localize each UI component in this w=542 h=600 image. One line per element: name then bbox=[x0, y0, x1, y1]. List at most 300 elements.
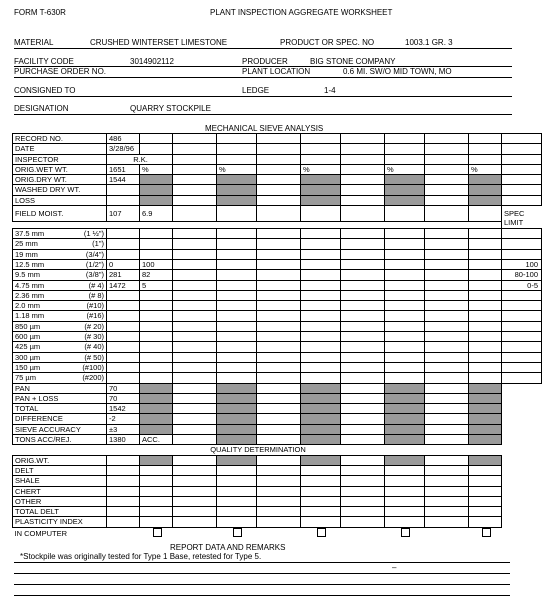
in-computer-checkbox[interactable] bbox=[482, 528, 491, 537]
grid-cell bbox=[140, 476, 173, 486]
grid-cell bbox=[257, 144, 301, 154]
grid-cell bbox=[173, 311, 217, 321]
in-computer-row bbox=[13, 527, 542, 539]
remarks-line-3 bbox=[14, 584, 510, 585]
grid-cell bbox=[502, 496, 542, 506]
sieve-percent bbox=[140, 362, 173, 372]
grid-cell bbox=[173, 144, 217, 154]
grid-cell bbox=[140, 221, 173, 229]
sieve-row bbox=[13, 270, 542, 280]
sieve-metric: 150 µm bbox=[15, 362, 41, 372]
grid-cell bbox=[140, 144, 173, 154]
sieve-size bbox=[13, 342, 107, 352]
grid-cell bbox=[469, 185, 502, 195]
grid-cell bbox=[469, 486, 502, 496]
grid-cell bbox=[217, 352, 257, 362]
grid-cell bbox=[301, 507, 341, 517]
material-value: CRUSHED WINTERSET LIMESTONE bbox=[90, 38, 228, 47]
grid-cell bbox=[301, 239, 341, 249]
grid-cell bbox=[173, 362, 217, 372]
grid-cell bbox=[469, 332, 502, 342]
grid-cell bbox=[173, 206, 217, 221]
grid-cell bbox=[301, 144, 341, 154]
grid-cell bbox=[425, 352, 469, 362]
grid-cell bbox=[257, 496, 301, 506]
field-moist-percent: 6.9 bbox=[140, 206, 173, 221]
grid-cell bbox=[301, 383, 341, 393]
grid-cell bbox=[341, 527, 385, 539]
grid-cell bbox=[301, 424, 341, 434]
material-underline bbox=[14, 48, 512, 49]
grid-cell bbox=[341, 404, 385, 414]
grid-cell bbox=[385, 175, 425, 185]
sieve-row bbox=[13, 290, 542, 300]
grid-cell bbox=[301, 517, 341, 527]
summary-value: 70 bbox=[107, 393, 140, 403]
sieve-spec: 100 bbox=[502, 259, 542, 269]
grid-cell bbox=[217, 259, 257, 269]
grid-cell bbox=[469, 517, 502, 527]
grid-cell bbox=[341, 486, 385, 496]
grid-cell bbox=[425, 486, 469, 496]
purchase-underline bbox=[14, 77, 512, 78]
grid-cell bbox=[469, 455, 502, 465]
info-label: DATE bbox=[13, 144, 107, 154]
grid-cell bbox=[107, 221, 140, 229]
grid-cell bbox=[301, 455, 341, 465]
grid-cell bbox=[140, 134, 173, 144]
sieve-metric: 300 µm bbox=[15, 352, 41, 362]
ledge-label: LEDGE bbox=[242, 86, 270, 95]
grid-cell bbox=[140, 175, 173, 185]
sieve-analysis-title: MECHANICAL SIEVE ANALYSIS bbox=[205, 124, 324, 133]
grid-cell bbox=[469, 496, 502, 506]
grid-cell bbox=[173, 435, 217, 445]
grid-cell bbox=[341, 455, 385, 465]
grid-cell bbox=[425, 164, 469, 174]
grid-cell bbox=[341, 164, 385, 174]
grid-cell bbox=[425, 414, 469, 424]
in-computer-checkbox[interactable] bbox=[153, 528, 162, 537]
sieve-metric: 12.5 mm bbox=[15, 259, 45, 269]
grid-cell bbox=[217, 383, 257, 393]
sieve-size bbox=[13, 301, 107, 311]
grid-cell bbox=[301, 185, 341, 195]
sieve-us: (1/2") bbox=[85, 259, 104, 269]
grid-cell bbox=[140, 486, 173, 496]
grid-cell bbox=[217, 144, 257, 154]
sieve-retained bbox=[107, 352, 140, 362]
grid-cell bbox=[173, 249, 217, 259]
sieve-percent: 82 bbox=[140, 270, 173, 280]
grid-cell bbox=[341, 301, 385, 311]
grid-cell bbox=[469, 221, 502, 229]
grid-cell bbox=[173, 352, 217, 362]
plant-location-label: PLANT LOCATION bbox=[242, 67, 311, 76]
grid-cell bbox=[13, 221, 107, 229]
grid-cell bbox=[425, 455, 469, 465]
grid-cell bbox=[173, 280, 217, 290]
grid-cell bbox=[217, 486, 257, 496]
sieve-row bbox=[13, 373, 542, 383]
grid-cell bbox=[301, 229, 341, 239]
quality-row bbox=[13, 496, 542, 506]
grid-cell bbox=[385, 424, 425, 434]
product-label: PRODUCT OR SPEC. NO bbox=[280, 38, 375, 47]
sieve-retained bbox=[107, 321, 140, 331]
grid-cell bbox=[469, 362, 502, 372]
quality-label: CHERT bbox=[13, 486, 107, 496]
spec-limit-header: SPEC LIMIT bbox=[502, 206, 542, 229]
grid-cell bbox=[257, 185, 301, 195]
facility-label: FACILITY CODE bbox=[14, 57, 74, 66]
grid-cell bbox=[469, 383, 502, 393]
grid-cell bbox=[301, 134, 341, 144]
grid-cell bbox=[425, 249, 469, 259]
remarks-line-2 bbox=[14, 573, 510, 574]
grid-cell bbox=[469, 527, 502, 539]
grid-cell bbox=[341, 496, 385, 506]
grid-cell bbox=[173, 465, 217, 475]
sieve-retained bbox=[107, 332, 140, 342]
grid-cell bbox=[502, 445, 542, 455]
sieve-us: (1") bbox=[92, 239, 104, 249]
loss-label: LOSS bbox=[13, 195, 107, 205]
grid-cell bbox=[257, 321, 301, 331]
grid-cell bbox=[502, 164, 542, 174]
grid-cell bbox=[217, 373, 257, 383]
grid-cell bbox=[107, 195, 140, 205]
sieve-size bbox=[13, 321, 107, 331]
form-number: FORM T-630R bbox=[14, 8, 66, 17]
sieve-retained: 281 bbox=[107, 270, 140, 280]
grid-cell bbox=[301, 195, 341, 205]
grid-cell bbox=[257, 270, 301, 280]
grid-cell bbox=[502, 527, 542, 539]
grid-cell bbox=[257, 404, 301, 414]
grid-cell bbox=[173, 229, 217, 239]
summary-row bbox=[13, 424, 542, 434]
grid-cell bbox=[257, 414, 301, 424]
quality-label: TOTAL DELT bbox=[13, 507, 107, 517]
orig-wet-row bbox=[13, 164, 542, 174]
grid-cell bbox=[502, 414, 542, 424]
sieve-row bbox=[13, 342, 542, 352]
sieve-spec bbox=[502, 332, 542, 342]
grid-cell bbox=[425, 185, 469, 195]
grid-cell bbox=[341, 221, 385, 229]
grid-cell bbox=[140, 185, 173, 195]
grid-cell bbox=[425, 362, 469, 372]
grid-cell bbox=[173, 373, 217, 383]
grid-cell bbox=[341, 517, 385, 527]
grid-cell bbox=[385, 290, 425, 300]
grid-cell bbox=[502, 465, 542, 475]
sieve-us: (# 30) bbox=[84, 332, 104, 342]
grid-cell bbox=[173, 134, 217, 144]
quality-title-row bbox=[13, 445, 542, 455]
grid-cell bbox=[385, 373, 425, 383]
washed-row bbox=[13, 185, 542, 195]
grid-cell bbox=[502, 486, 542, 496]
sieve-spec: 80-100 bbox=[502, 270, 542, 280]
sieve-row bbox=[13, 280, 542, 290]
grid-cell bbox=[173, 476, 217, 486]
grid-cell bbox=[217, 134, 257, 144]
grid-cell bbox=[257, 517, 301, 527]
grid-cell bbox=[173, 321, 217, 331]
sieve-row bbox=[13, 311, 542, 321]
remarks-line-4 bbox=[14, 595, 510, 596]
grid-cell bbox=[341, 362, 385, 372]
grid-cell bbox=[173, 527, 217, 539]
grid-cell bbox=[107, 455, 140, 465]
grid-cell bbox=[502, 144, 542, 154]
field-moist-label: FIELD MOIST. bbox=[13, 206, 107, 221]
grid-cell bbox=[173, 332, 217, 342]
grid-cell bbox=[425, 321, 469, 331]
info-label: RECORD NO. bbox=[13, 134, 107, 144]
producer-value: BIG STONE COMPANY bbox=[310, 57, 396, 66]
grid-cell bbox=[301, 527, 341, 539]
grid-cell bbox=[301, 259, 341, 269]
grid-cell bbox=[107, 507, 140, 517]
grid-cell bbox=[301, 362, 341, 372]
grid-cell bbox=[385, 496, 425, 506]
grid-cell bbox=[140, 455, 173, 465]
sieve-size bbox=[13, 362, 107, 372]
sieve-size bbox=[13, 239, 107, 249]
grid-cell bbox=[301, 476, 341, 486]
grid-cell bbox=[217, 195, 257, 205]
sieve-percent bbox=[140, 342, 173, 352]
grid-cell bbox=[341, 239, 385, 249]
sieve-retained bbox=[107, 342, 140, 352]
grid-cell bbox=[502, 404, 542, 414]
in-computer-checkbox[interactable] bbox=[233, 528, 242, 537]
sieve-analysis-table bbox=[12, 133, 542, 539]
grid-cell bbox=[173, 496, 217, 506]
grid-cell bbox=[385, 206, 425, 221]
grid-cell bbox=[257, 301, 301, 311]
quality-label: SHALE bbox=[13, 476, 107, 486]
percent-header: % bbox=[385, 164, 425, 174]
grid-cell bbox=[469, 373, 502, 383]
grid-cell bbox=[217, 280, 257, 290]
grid-cell bbox=[301, 393, 341, 403]
grid-cell bbox=[385, 342, 425, 352]
grid-cell bbox=[217, 175, 257, 185]
summary-row bbox=[13, 383, 542, 393]
sieve-retained bbox=[107, 362, 140, 372]
grid-cell bbox=[469, 435, 502, 445]
grid-cell bbox=[469, 239, 502, 249]
summary-label: PAN + LOSS bbox=[13, 393, 107, 403]
grid-cell bbox=[469, 393, 502, 403]
grid-cell bbox=[173, 424, 217, 434]
facility-value: 3014902112 bbox=[130, 57, 174, 66]
grid-cell bbox=[173, 517, 217, 527]
sieve-size bbox=[13, 332, 107, 342]
sieve-us: (3/8") bbox=[85, 270, 104, 280]
grid-cell bbox=[107, 465, 140, 475]
info-row bbox=[13, 154, 542, 164]
grid-cell bbox=[173, 270, 217, 280]
summary-extra bbox=[140, 383, 173, 393]
grid-cell bbox=[341, 195, 385, 205]
product-value: 1003.1 GR. 3 bbox=[405, 38, 453, 47]
orig-wet-value: 1651 bbox=[107, 164, 140, 174]
grid-cell bbox=[469, 321, 502, 331]
grid-cell bbox=[257, 154, 301, 164]
grid-cell bbox=[502, 383, 542, 393]
info-value: R.K. bbox=[107, 154, 173, 164]
sieve-row bbox=[13, 239, 542, 249]
washed-label: WASHED DRY WT. bbox=[13, 185, 107, 195]
field-moist-value: 107 bbox=[107, 206, 140, 221]
grid-cell bbox=[385, 527, 425, 539]
quality-label: PLASTICITY INDEX bbox=[13, 517, 107, 527]
grid-cell bbox=[341, 476, 385, 486]
grid-cell bbox=[469, 352, 502, 362]
in-computer-checkbox[interactable] bbox=[401, 528, 410, 537]
grid-cell bbox=[425, 373, 469, 383]
grid-cell bbox=[217, 362, 257, 372]
grid-cell bbox=[385, 280, 425, 290]
grid-cell bbox=[502, 185, 542, 195]
grid-cell bbox=[257, 465, 301, 475]
sieve-spec bbox=[502, 290, 542, 300]
grid-cell bbox=[341, 321, 385, 331]
grid-cell bbox=[301, 280, 341, 290]
percent-header: % bbox=[301, 164, 341, 174]
remarks-dash: – bbox=[392, 563, 397, 572]
grid-cell bbox=[257, 486, 301, 496]
sieve-us: (#16) bbox=[86, 311, 104, 321]
sieve-spec: 0-5 bbox=[502, 280, 542, 290]
grid-cell bbox=[502, 517, 542, 527]
summary-label: DIFFERENCE bbox=[13, 414, 107, 424]
grid-cell bbox=[173, 290, 217, 300]
sieve-us: (1 ½") bbox=[83, 229, 104, 239]
sieve-retained: 0 bbox=[107, 259, 140, 269]
percent-header: % bbox=[140, 164, 173, 174]
grid-cell bbox=[385, 465, 425, 475]
grid-cell bbox=[385, 229, 425, 239]
grid-cell bbox=[173, 301, 217, 311]
grid-cell bbox=[301, 311, 341, 321]
grid-cell bbox=[257, 362, 301, 372]
grid-cell bbox=[173, 404, 217, 414]
grid-cell bbox=[385, 393, 425, 403]
grid-cell bbox=[341, 507, 385, 517]
grid-cell bbox=[385, 517, 425, 527]
info-value: 486 bbox=[107, 134, 140, 144]
sieve-percent: 100 bbox=[140, 259, 173, 269]
grid-cell bbox=[301, 290, 341, 300]
grid-cell bbox=[425, 476, 469, 486]
grid-cell bbox=[469, 195, 502, 205]
grid-cell bbox=[469, 507, 502, 517]
percent-header: % bbox=[469, 164, 502, 174]
summary-value: 70 bbox=[107, 383, 140, 393]
grid-cell bbox=[217, 154, 257, 164]
grid-cell bbox=[469, 342, 502, 352]
grid-cell bbox=[341, 373, 385, 383]
grid-cell bbox=[425, 154, 469, 164]
sieve-metric: 425 µm bbox=[15, 342, 41, 352]
grid-cell bbox=[257, 195, 301, 205]
grid-cell bbox=[257, 290, 301, 300]
grid-cell bbox=[257, 206, 301, 221]
sieve-metric: 37.5 mm bbox=[15, 229, 45, 239]
sieve-us: (# 20) bbox=[84, 321, 104, 331]
sieve-metric: 2.36 mm bbox=[15, 290, 45, 300]
grid-cell bbox=[217, 507, 257, 517]
grid-cell bbox=[217, 290, 257, 300]
quality-row bbox=[13, 465, 542, 475]
sieve-percent bbox=[140, 229, 173, 239]
grid-cell bbox=[217, 301, 257, 311]
grid-cell bbox=[425, 134, 469, 144]
sieve-percent bbox=[140, 373, 173, 383]
grid-cell bbox=[173, 221, 217, 229]
grid-cell bbox=[301, 332, 341, 342]
info-row bbox=[13, 144, 542, 154]
grid-cell bbox=[425, 383, 469, 393]
grid-cell bbox=[257, 476, 301, 486]
grid-cell bbox=[301, 221, 341, 229]
grid-cell bbox=[341, 290, 385, 300]
grid-cell bbox=[107, 517, 140, 527]
sieve-metric: 19 mm bbox=[15, 249, 38, 259]
grid-cell bbox=[257, 383, 301, 393]
grid-cell bbox=[502, 175, 542, 185]
grid-cell bbox=[301, 342, 341, 352]
sieve-retained: 1472 bbox=[107, 280, 140, 290]
grid-cell bbox=[425, 195, 469, 205]
in-computer-checkbox[interactable] bbox=[317, 528, 326, 537]
summary-value: 1380 bbox=[107, 435, 140, 445]
sieve-us: (# 8) bbox=[88, 290, 104, 300]
grid-cell bbox=[425, 144, 469, 154]
grid-cell bbox=[217, 435, 257, 445]
grid-cell bbox=[217, 465, 257, 475]
sieve-metric: 9.5 mm bbox=[15, 270, 41, 280]
grid-cell bbox=[385, 185, 425, 195]
grid-cell bbox=[425, 424, 469, 434]
summary-value: ±3 bbox=[107, 424, 140, 434]
grid-cell bbox=[341, 435, 385, 445]
grid-cell bbox=[341, 311, 385, 321]
grid-cell bbox=[257, 280, 301, 290]
info-value: 3/28/96 bbox=[107, 144, 140, 154]
grid-cell bbox=[217, 270, 257, 280]
grid-cell bbox=[385, 404, 425, 414]
grid-cell bbox=[217, 517, 257, 527]
grid-cell bbox=[385, 221, 425, 229]
summary-label: SIEVE ACCURACY bbox=[13, 424, 107, 434]
designation-value: QUARRY STOCKPILE bbox=[130, 104, 211, 113]
grid-cell bbox=[425, 280, 469, 290]
grid-cell bbox=[385, 144, 425, 154]
grid-cell bbox=[385, 195, 425, 205]
sieve-spec bbox=[502, 239, 542, 249]
info-row bbox=[13, 134, 542, 144]
grid-cell bbox=[385, 134, 425, 144]
in-computer-label: IN COMPUTER bbox=[14, 528, 67, 538]
grid-cell bbox=[385, 476, 425, 486]
